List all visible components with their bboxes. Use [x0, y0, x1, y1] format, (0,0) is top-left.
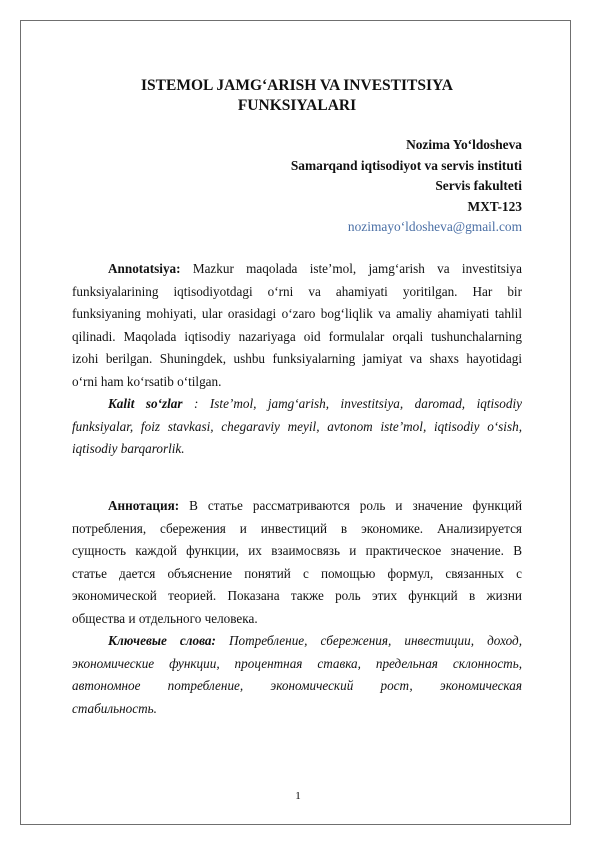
title-line-1: ISTEMOL JAMG‘ARISH VA INVESTITSIYA: [141, 77, 453, 94]
author-faculty: Servis fakulteti: [435, 178, 522, 193]
keywords-ru-line: стабильность.: [72, 700, 157, 716]
annotation-ru: [72, 495, 522, 630]
keywords-uz-label: Kalit so‘zlar: [108, 396, 183, 411]
keywords-uz-line: iqtisodiy barqarorlik.: [72, 441, 185, 456]
annotation-ru-line: потребления, сбережения и инвестиций в экономике. Анализируется: [72, 520, 522, 536]
annotation-uz-line: funksiyaning mohiyati, ular orasidagi o‘zaro bog‘liqlik va amaliy ahamiyati tahlil: [72, 306, 522, 321]
author-group: MXT-123: [467, 198, 522, 214]
title-line-2: FUNKSIYALARI: [237, 97, 357, 114]
author-name: Nozima Yo‘ldosheva: [406, 137, 522, 152]
keywords-uz: [72, 393, 522, 461]
author-block: [291, 135, 522, 238]
annotation-uz: [72, 258, 522, 393]
keywords-ru-label: Ключевые слова:: [108, 633, 216, 648]
annotation-ru-line: сущность каждой функции, их взаимосвязь и практическое значение. В: [72, 543, 522, 558]
annotation-uz-line: izohi berilgan. Shuningdek, ushbu funksiyalarning jamiyat va shaxs hayotidagi: [72, 351, 522, 366]
author-institute: Samarqand iqtisodiyot va servis instituti: [290, 157, 522, 173]
keywords-ru-line: Ключевые слова: Потребление, сбережения, инвестиции, доход,: [108, 633, 522, 648]
annotation-uz-line: qilinadi. Maqolada iqtisodiy nazariyaga oid formulalar orqali tushunchalarning: [72, 328, 522, 344]
keywords-uz-line: Kalit so‘zlar : Iste’mol, jamg‘arish, investitsiya, daromad, iqtisodiy: [108, 396, 523, 411]
annotation-ru-label: Аннотация:: [108, 498, 180, 513]
page-number: 1: [295, 790, 301, 802]
author-email[interactable]: nozimayo‘ldosheva@gmail.com: [347, 219, 522, 234]
annotation-ru-line: общества и отдельного человека.: [72, 610, 258, 626]
annotation-uz-line: funksiyalarining iqtisodiyotdagi o‘rni va ahamiyati yoritilgan. Har bir: [72, 283, 522, 299]
annotation-ru-line: статье дается объяснение понятий с помощью формул, связанных с: [72, 565, 522, 581]
paper-title: [72, 76, 522, 116]
annotation-ru-line: экономической теорией. Показана также роль этих функций в жизни: [72, 588, 522, 603]
annotation-ru-line: Аннотация: В статье рассматриваются роль и значение функций: [108, 498, 523, 513]
keywords-uz-line: funksiyalar, foiz stavkasi, chegaraviy meyil, avtonom iste’mol, iqtisodiy o‘sish,: [72, 418, 522, 434]
annotation-uz-label: Annotatsiya:: [108, 261, 181, 276]
keywords-ru-line: автономное потребление, экономический рост, экономическая: [72, 678, 522, 693]
annotation-uz-line: o‘rni ham ko‘rsatib o‘tilgan.: [72, 373, 222, 389]
annotation-uz-line: Annotatsiya: Mazkur maqolada iste’mol, jamg‘arish va investitsiya: [108, 261, 522, 276]
keywords-ru: [72, 630, 522, 720]
keywords-ru-line: экономические функции, процентная ставка, предельная склонность,: [72, 655, 522, 671]
